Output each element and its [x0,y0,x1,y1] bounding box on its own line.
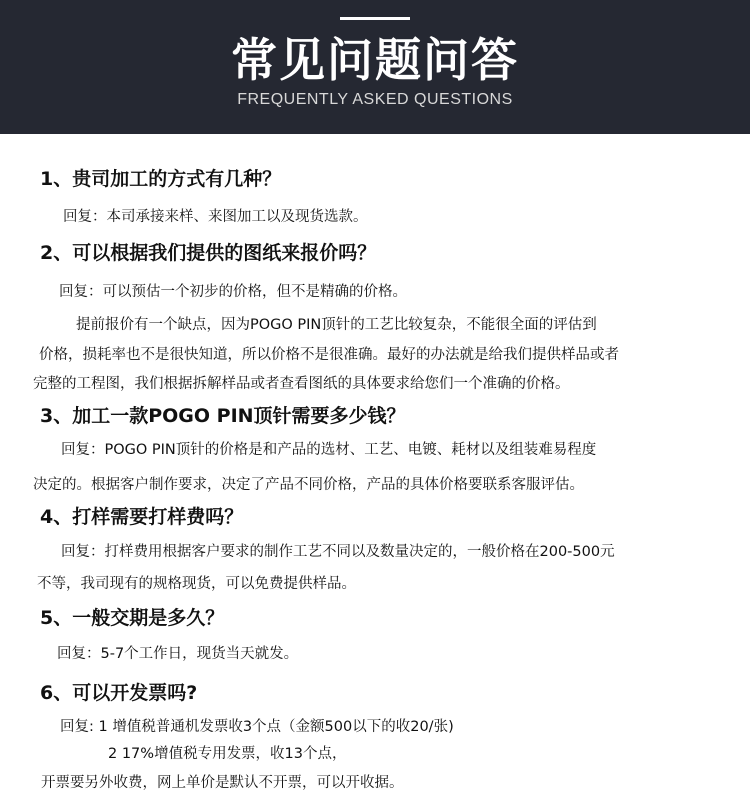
faq-answer-6-line-3: 开票要另外收费，网上单价是默认不开票，可以开收据。 [41,775,404,791]
faq-answer-1-line-1: 回复：本司承接来样、来图加工以及现货选款。 [63,209,368,225]
faq-answer-5-line-1: 回复：5-7个工作日，现货当天就发。 [57,646,299,662]
header-accent-bar [340,17,410,20]
faq-question-5: 5、一般交期是多久？ [40,607,225,629]
faq-answer-3-line-1: 回复：POGO PIN顶针的价格是和产品的选材、工艺、电镀、耗材以及组装难易程度 [61,442,597,458]
faq-answer-2-line-1: 回复：可以预估一个初步的价格，但不是精确的价格。 [59,284,407,300]
page-subtitle: FREQUENTLY ASKED QUESTIONS [237,91,513,108]
faq-answer-2-line-3: 价格，损耗率也不是很快知道，所以价格不是很准确。最好的办法就是给我们提供样品或者 [39,347,619,363]
faq-question-6: 6、可以开发票吗? [40,682,198,704]
faq-question-4: 4、打样需要打样费吗？ [40,506,244,528]
faq-question-1: 1、贵司加工的方式有几种？ [40,168,282,190]
faq-answer-2-line-2: 提前报价有一个缺点，因为POGO PIN顶针的工艺比较复杂，不能很全面的评估到 [76,317,597,333]
faq-answer-6-line-1: 回复: 1 增值税普通机发票收3个点（金额500以下的收20/张) [60,719,454,735]
faq-answer-3-line-2: 决定的。根据客户制作要求，决定了产品不同价格，产品的具体价格要联系客服评估。 [33,477,584,493]
faq-answer-2-line-4: 完整的工程图，我们根据拆解样品或者查看图纸的具体要求给您们一个准确的价格。 [33,376,570,392]
faq-question-3: 3、加工一款POGO PIN顶针需要多少钱？ [40,405,406,427]
faq-question-2: 2、可以根据我们提供的图纸来报价吗？ [40,242,377,264]
faq-answer-4-line-1: 回复：打样费用根据客户要求的制作工艺不同以及数量决定的，一般价格在200-500元 [61,544,615,560]
faq-answer-6-line-2: 2 17%增值税专用发票，收13个点， [108,746,347,762]
faq-header [0,0,750,134]
page-title: 常见问题问答 [231,33,519,87]
faq-answer-4-line-2: 不等，我司现有的规格现货，可以免费提供样品。 [37,576,356,592]
